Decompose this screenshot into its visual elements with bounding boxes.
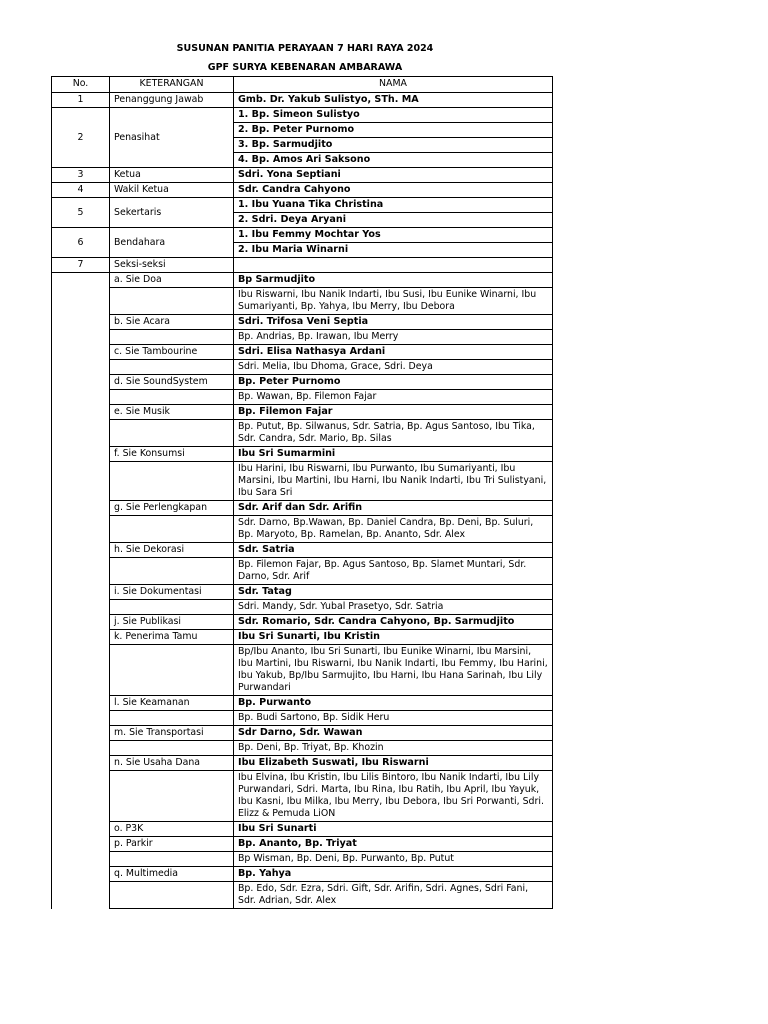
- section-number-cell: [52, 462, 110, 501]
- section-coordinator: Ibu Elizabeth Suswati, Ibu Riswarni: [234, 756, 553, 771]
- section-name: j. Sie Publikasi: [110, 615, 234, 630]
- section-members: Bp. Edo, Sdr. Ezra, Sdri. Gift, Sdr. Arifin, Sdri. Agnes, Sdri Fani, Sdr. Adrian, Sdr. Alex: [234, 882, 553, 909]
- section-number-cell: [52, 741, 110, 756]
- section-number-cell: [52, 543, 110, 558]
- section-members: Ibu Elvina, Ibu Kristin, Ibu Lilis Bintoro, Ibu Nanik Indarti, Ibu Lily Purwandari, Sdri. Marta, Ibu Rina, Ibu Ratih, Ibu April, Ibu Yayuk, Ibu Kasni, Ibu Milka, Ibu Merry, Ibu Debora, Ibu Sri Porwanti, Sdri. Elizz & Pemuda LiON: [234, 771, 553, 822]
- document-subtitle: GPF SURYA KEBENARAN AMBARAWA: [207, 62, 403, 73]
- section-coordinator: Sdr. Romario, Sdr. Candra Cahyono, Bp. Sarmudjito: [234, 615, 553, 630]
- section-name-continuation: [110, 390, 234, 405]
- section-name-continuation: [110, 558, 234, 585]
- table-row: [52, 183, 553, 198]
- section-number-cell: [52, 501, 110, 516]
- section-number-cell: [52, 756, 110, 771]
- row-role: Ketua: [110, 168, 234, 183]
- section-row: [52, 822, 553, 837]
- section-number-cell: [52, 615, 110, 630]
- section-row: [52, 756, 553, 771]
- section-number-cell: [52, 516, 110, 543]
- section-name-continuation: [110, 288, 234, 315]
- section-name-continuation: [110, 516, 234, 543]
- section-coordinator: Ibu Sri Sumarmini: [234, 447, 553, 462]
- section-name-continuation: [110, 711, 234, 726]
- section-name-continuation: [110, 360, 234, 375]
- section-members-row: [52, 420, 553, 447]
- section-name: m. Sie Transportasi: [110, 726, 234, 741]
- section-number-cell: [52, 585, 110, 600]
- section-name-continuation: [110, 330, 234, 345]
- section-number-cell: [52, 558, 110, 585]
- section-name: p. Parkir: [110, 837, 234, 852]
- section-members-row: [52, 600, 553, 615]
- section-coordinator: Sdri. Trifosa Veni Septia: [234, 315, 553, 330]
- row-number: 3: [52, 168, 110, 183]
- section-row: [52, 585, 553, 600]
- section-coordinator: Sdri. Elisa Nathasya Ardani: [234, 345, 553, 360]
- section-members: Bp Wisman, Bp. Deni, Bp. Purwanto, Bp. Putut: [234, 852, 553, 867]
- section-number-cell: [52, 822, 110, 837]
- row-name: 2. Ibu Maria Winarni: [234, 243, 553, 258]
- row-name: 2. Sdri. Deya Aryani: [234, 213, 553, 228]
- section-number-cell: [52, 420, 110, 447]
- committee-table: [51, 76, 553, 909]
- section-name: l. Sie Keamanan: [110, 696, 234, 711]
- section-name: a. Sie Doa: [110, 273, 234, 288]
- section-members: Sdri. Melia, Ibu Dhoma, Grace, Sdri. Deya: [234, 360, 553, 375]
- section-number-cell: [52, 882, 110, 909]
- section-members: Ibu Riswarni, Ibu Nanik Indarti, Ibu Susi, Ibu Eunike Winarni, Ibu Sumariyanti, Bp. Yahya, Ibu Merry, Ibu Debora: [234, 288, 553, 315]
- table-header-row: [52, 77, 553, 93]
- section-members: Sdri. Mandy, Sdr. Yubal Prasetyo, Sdr. Satria: [234, 600, 553, 615]
- row-role: Penanggung Jawab: [110, 93, 234, 108]
- section-name: b. Sie Acara: [110, 315, 234, 330]
- section-members-row: [52, 741, 553, 756]
- section-number-cell: [52, 447, 110, 462]
- row-name: 4. Bp. Amos Ari Saksono: [234, 153, 553, 168]
- row-number: 4: [52, 183, 110, 198]
- section-coordinator: Bp. Peter Purnomo: [234, 375, 553, 390]
- section-members: Bp/Ibu Ananto, Ibu Sri Sunarti, Ibu Eunike Winarni, Ibu Marsini, Ibu Martini, Ibu Riswarni, Ibu Nanik Indarti, Ibu Femmy, Ibu Harini, Ibu Yakub, Bp/Ibu Sarmujito, Ibu Harni, Ibu Hana Sarinah, Ibu Lily Purwandari: [234, 645, 553, 696]
- row-name: 2. Bp. Peter Purnomo: [234, 123, 553, 138]
- section-number-cell: [52, 375, 110, 390]
- section-name: i. Sie Dokumentasi: [110, 585, 234, 600]
- section-members-row: [52, 882, 553, 909]
- section-number-cell: [52, 405, 110, 420]
- row-name: 1. Bp. Simeon Sulistyo: [234, 108, 553, 123]
- section-name: o. P3K: [110, 822, 234, 837]
- row-role: Sekertaris: [110, 198, 234, 228]
- section-name: h. Sie Dekorasi: [110, 543, 234, 558]
- row-role: Penasihat: [110, 108, 234, 168]
- section-coordinator: Bp. Purwanto: [234, 696, 553, 711]
- section-number-cell: [52, 360, 110, 375]
- section-row: [52, 315, 553, 330]
- section-name: q. Multimedia: [110, 867, 234, 882]
- section-members-row: [52, 645, 553, 696]
- section-name-continuation: [110, 852, 234, 867]
- section-members: Bp. Budi Sartono, Bp. Sidik Heru: [234, 711, 553, 726]
- table-row: [52, 168, 553, 183]
- row-number: 6: [52, 228, 110, 258]
- section-name: c. Sie Tambourine: [110, 345, 234, 360]
- section-number-cell: [52, 600, 110, 615]
- section-members-row: [52, 558, 553, 585]
- section-coordinator: Bp. Yahya: [234, 867, 553, 882]
- section-members-row: [52, 330, 553, 345]
- section-row: [52, 375, 553, 390]
- header-keterangan: KETERANGAN: [110, 77, 234, 93]
- section-row: [52, 345, 553, 360]
- row-name: 3. Bp. Sarmudjito: [234, 138, 553, 153]
- section-number-cell: [52, 273, 110, 288]
- section-name: n. Sie Usaha Dana: [110, 756, 234, 771]
- section-number-cell: [52, 630, 110, 645]
- row-name: [234, 258, 553, 273]
- section-coordinator: Bp. Filemon Fajar: [234, 405, 553, 420]
- row-number: 5: [52, 198, 110, 228]
- section-number-cell: [52, 771, 110, 822]
- section-name: k. Penerima Tamu: [110, 630, 234, 645]
- section-members: Bp. Deni, Bp. Triyat, Bp. Khozin: [234, 741, 553, 756]
- row-role: Seksi-seksi: [110, 258, 234, 273]
- section-coordinator: Sdr. Tatag: [234, 585, 553, 600]
- section-members-row: [52, 288, 553, 315]
- section-members-row: [52, 771, 553, 822]
- section-row: [52, 405, 553, 420]
- section-name: e. Sie Musik: [110, 405, 234, 420]
- section-row: [52, 501, 553, 516]
- section-coordinator: Bp Sarmudjito: [234, 273, 553, 288]
- section-number-cell: [52, 696, 110, 711]
- row-number: 7: [52, 258, 110, 273]
- section-members: Bp. Andrias, Bp. Irawan, Ibu Merry: [234, 330, 553, 345]
- header-no: No.: [52, 77, 110, 93]
- table-row: [52, 228, 553, 243]
- section-row: [52, 615, 553, 630]
- row-name: Sdri. Yona Septiani: [234, 168, 553, 183]
- section-members-row: [52, 711, 553, 726]
- section-members-row: [52, 462, 553, 501]
- section-name-continuation: [110, 882, 234, 909]
- document-title: SUSUNAN PANITIA PERAYAAN 7 HARI RAYA 2024: [176, 43, 434, 54]
- section-name-continuation: [110, 645, 234, 696]
- section-name-continuation: [110, 771, 234, 822]
- section-row: [52, 447, 553, 462]
- section-name: f. Sie Konsumsi: [110, 447, 234, 462]
- row-number: 1: [52, 93, 110, 108]
- section-number-cell: [52, 711, 110, 726]
- section-members: Bp. Putut, Bp. Silwanus, Sdr. Satria, Bp. Agus Santoso, Ibu Tika, Sdr. Candra, Sdr. Mario, Bp. Silas: [234, 420, 553, 447]
- section-name-continuation: [110, 741, 234, 756]
- section-row: [52, 867, 553, 882]
- row-role: Wakil Ketua: [110, 183, 234, 198]
- section-coordinator: Sdr. Satria: [234, 543, 553, 558]
- section-number-cell: [52, 345, 110, 360]
- section-row: [52, 273, 553, 288]
- table-row: [52, 108, 553, 123]
- section-coordinator: Sdr Darno, Sdr. Wawan: [234, 726, 553, 741]
- row-name: 1. Ibu Yuana Tika Christina: [234, 198, 553, 213]
- section-name: d. Sie SoundSystem: [110, 375, 234, 390]
- section-row: [52, 630, 553, 645]
- table-row: [52, 93, 553, 108]
- section-number-cell: [52, 837, 110, 852]
- section-members: Ibu Harini, Ibu Riswarni, Ibu Purwanto, Ibu Sumariyanti, Ibu Marsini, Ibu Martini, Ibu Harni, Ibu Nanik Indarti, Ibu Tri Sulistyani, Ibu Sara Sri: [234, 462, 553, 501]
- table-row: [52, 198, 553, 213]
- section-coordinator: Ibu Sri Sunarti: [234, 822, 553, 837]
- section-row: [52, 696, 553, 711]
- section-row: [52, 837, 553, 852]
- section-coordinator: Bp. Ananto, Bp. Triyat: [234, 837, 553, 852]
- section-number-cell: [52, 852, 110, 867]
- section-members: Bp. Wawan, Bp. Filemon Fajar: [234, 390, 553, 405]
- section-number-cell: [52, 315, 110, 330]
- section-members: Sdr. Darno, Bp.Wawan, Bp. Daniel Candra, Bp. Deni, Bp. Suluri, Bp. Maryoto, Bp. Ramelan, Bp. Ananto, Sdr. Alex: [234, 516, 553, 543]
- section-number-cell: [52, 330, 110, 345]
- section-members-row: [52, 852, 553, 867]
- section-number-cell: [52, 726, 110, 741]
- row-number: 2: [52, 108, 110, 168]
- section-members-row: [52, 390, 553, 405]
- row-name: 1. Ibu Femmy Mochtar Yos: [234, 228, 553, 243]
- section-number-cell: [52, 390, 110, 405]
- row-name: Sdr. Candra Cahyono: [234, 183, 553, 198]
- section-row: [52, 543, 553, 558]
- section-coordinator: Ibu Sri Sunarti, Ibu Kristin: [234, 630, 553, 645]
- header-nama: NAMA: [234, 77, 553, 93]
- section-name-continuation: [110, 600, 234, 615]
- section-number-cell: [52, 867, 110, 882]
- section-number-cell: [52, 645, 110, 696]
- section-members: Bp. Filemon Fajar, Bp. Agus Santoso, Bp. Slamet Muntari, Sdr. Darno, Sdr. Arif: [234, 558, 553, 585]
- row-name: Gmb. Dr. Yakub Sulistyo, STh. MA: [234, 93, 553, 108]
- section-row: [52, 726, 553, 741]
- section-members-row: [52, 516, 553, 543]
- section-name: g. Sie Perlengkapan: [110, 501, 234, 516]
- section-members-row: [52, 360, 553, 375]
- section-coordinator: Sdr. Arif dan Sdr. Arifin: [234, 501, 553, 516]
- section-name-continuation: [110, 462, 234, 501]
- section-number-cell: [52, 288, 110, 315]
- row-role: Bendahara: [110, 228, 234, 258]
- section-name-continuation: [110, 420, 234, 447]
- table-row: [52, 258, 553, 273]
